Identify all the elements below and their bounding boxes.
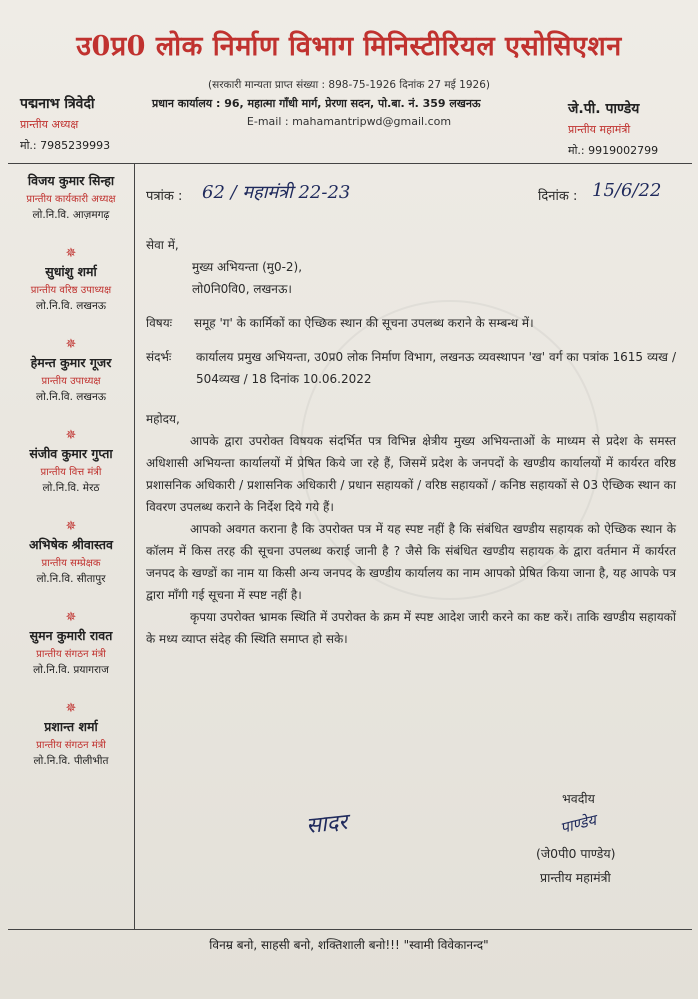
reference-text: कार्यालय प्रमुख अभियन्ता, उ0प्र0 लोक निर्माण विभाग, लखनऊ व्यवस्थापन 'ख' वर्ग का पत्रांक 1615 व्यख / 504व्यख / 18 दिनांक 10.06.2022 bbox=[196, 350, 676, 386]
footer-divider bbox=[8, 929, 692, 930]
member-role: प्रान्तीय वित्त मंत्री bbox=[40, 467, 102, 478]
date-handwritten: 15/6/22 bbox=[592, 180, 662, 201]
body-paragraph: कृपया उपरोक्त भ्रामक स्थिति में उपरोक्त के क्रम में स्पष्ट आदेश जारी करने का कष्ट करें। ताकि खण्डीय सहायकों के मध्य व्याप्त संदेह की स्थिति समाप्त हो सके। bbox=[146, 610, 676, 646]
signature: पाण्डेय bbox=[558, 810, 598, 838]
flower-separator-icon: ✵ bbox=[65, 428, 77, 443]
flower-separator-icon: ✵ bbox=[65, 701, 77, 716]
greeting: महोदय, bbox=[146, 412, 180, 426]
general-secretary-role: प्रान्तीय महामंत्री bbox=[568, 123, 631, 136]
member-name: सुमन कुमारी रावत bbox=[29, 628, 113, 643]
subject-block bbox=[146, 312, 676, 334]
footer-quote: विनम्र बनो, साहसी बनो, शक्तिशाली बनो!!! "स्वामी विवेकानन्द" bbox=[209, 938, 489, 952]
member-entry bbox=[8, 263, 134, 335]
flower-separator-icon: ✵ bbox=[65, 246, 77, 261]
subject-text: समूह 'ग' के कार्मिकों का ऐच्छिक स्थान की सूचना उपलब्ध कराने के सम्बन्ध में। bbox=[194, 316, 534, 330]
member-place: लो.नि.वि. लखनऊ bbox=[35, 300, 107, 312]
ref-number-handwritten: 62 / महामंत्री 22-23 bbox=[202, 182, 351, 203]
member-name: अभिषेक श्रीवास्तव bbox=[29, 537, 113, 552]
registration-line: (सरकारी मान्यता प्राप्त संख्या : 898-75-1926 दिनांक 27 मई 1926) bbox=[208, 79, 490, 91]
member-role: प्रान्तीय संगठन मंत्री bbox=[36, 649, 106, 660]
member-entry bbox=[8, 354, 134, 426]
ref-number-label: पत्रांक : bbox=[146, 189, 183, 204]
handwritten-note: सादर bbox=[304, 809, 349, 840]
headquarters-address: प्रधान कार्यालय : 96, महात्मा गाँधी मार्ग, प्रेरणा सदन, पो.बा. नं. 359 लखनऊ bbox=[152, 97, 481, 110]
date-label: दिनांक : bbox=[538, 189, 578, 204]
member-role: प्रान्तीय उपाध्यक्ष bbox=[41, 376, 101, 387]
member-role: प्रान्तीय संगठन मंत्री bbox=[36, 740, 106, 751]
flower-separator-icon: ✵ bbox=[65, 519, 77, 534]
letter-body bbox=[146, 182, 676, 650]
member-place: लो.नि.वि. आज़मगढ़ bbox=[32, 209, 110, 221]
member-role: प्रान्तीय सम्प्रेक्षक bbox=[41, 558, 101, 569]
member-place: लो.नि.वि. लखनऊ bbox=[35, 391, 107, 403]
member-place: लो.नि.वि. प्रयागराज bbox=[33, 664, 109, 676]
member-entry bbox=[8, 445, 134, 517]
salutation-to: सेवा में, bbox=[146, 238, 179, 252]
signer-name: (जे0पी0 पाण्डेय) bbox=[536, 846, 616, 861]
member-name: सुधांशु शर्मा bbox=[45, 264, 97, 279]
member-role: प्रान्तीय वरिष्ठ उपाध्यक्ष bbox=[30, 285, 112, 296]
subject-label: विषयः bbox=[146, 316, 173, 330]
member-entry bbox=[8, 172, 134, 244]
flower-separator-icon: ✵ bbox=[65, 337, 77, 352]
general-secretary-phone: मो.: 9919002799 bbox=[568, 144, 659, 157]
recipient-line: मुख्य अभियन्ता (मु0-2), bbox=[192, 260, 303, 274]
header-divider bbox=[8, 163, 692, 164]
general-secretary-name: जे.पी. पाण्डेय bbox=[568, 101, 640, 117]
president-phone: मो.: 7985239993 bbox=[20, 139, 111, 152]
flower-separator-icon: ✵ bbox=[65, 610, 77, 625]
member-entry bbox=[8, 718, 134, 790]
general-secretary-block bbox=[568, 99, 688, 158]
email-line: E-mail : mahamantripwd@gmail.com bbox=[246, 115, 452, 128]
organization-title: उ0प्र0 लोक निर्माण विभाग मिनिस्टीरियल एसोसिएशन bbox=[76, 31, 622, 62]
member-place: लो.नि.वि. पीलीभीत bbox=[33, 755, 109, 767]
member-name: संजीव कुमार गुप्ता bbox=[29, 446, 113, 461]
recipient-line: लो0नि0वि0, लखनऊ। bbox=[192, 282, 292, 296]
member-name: हेमन्त कुमार गूजर bbox=[30, 355, 112, 370]
president-role: प्रान्तीय अध्यक्ष bbox=[20, 118, 79, 131]
reference-date-row bbox=[146, 182, 676, 212]
body-paragraph: आपको अवगत कराना है कि उपरोक्त पत्र में यह स्पष्ट नहीं है कि संबंधित खण्डीय सहायक को ऐच्छिक स्थान के कॉलम में किस तरह की सूचना उपलब्ध कराई जानी है ? जैसे कि संबंधित खण्डीय सहायक के द्वारा वर्तमान में कार्यरत जनपद के खण्डों का नाम या किसी अन्य जनपद के खण्डीय कार्यालय का नाम आपको प्रेषित किया जाना है, यह आपके पत्र द्वारा माँगी गई सूचना में स्पष्ट नहीं है। bbox=[146, 522, 676, 602]
office-bearers-sidebar bbox=[8, 172, 134, 790]
member-role: प्रान्तीय कार्यकारी अध्यक्ष bbox=[26, 194, 116, 205]
member-name: प्रशान्त शर्मा bbox=[44, 719, 98, 734]
sidebar-divider bbox=[134, 164, 135, 929]
reference-block bbox=[146, 346, 676, 390]
body-paragraph: आपके द्वारा उपरोक्त विषयक संदर्भित पत्र विभिन्न क्षेत्रीय मुख्य अभियन्ताओं के माध्यम से प्रदेश के समस्त अधिशासी अभियन्ता कार्यालयों में प्रेषित किये जा रहे हैं, जिसमें प्रदेश के जनपदों के खण्डीय कार्यालयों में कार्यरत वरिष्ठ प्रशासनिक अधिकारी / प्रशासनिक अधिकारी / प्रधान सहायकों / वरिष्ठ सहायकों / कनिष्ठ सहायकों से 03 ऐच्छिक स्थान का विवरण उपलब्ध कराने के निर्देश दिये गये हैं। bbox=[146, 434, 676, 514]
member-entry bbox=[8, 536, 134, 608]
member-place: लो.नि.वि. मेरठ bbox=[42, 482, 100, 494]
reference-label: संदर्भः bbox=[146, 350, 172, 364]
member-name: विजय कुमार सिन्हा bbox=[27, 173, 115, 188]
valediction: भवदीय bbox=[562, 791, 595, 806]
member-place: लो.नि.वि. सीतापुर bbox=[36, 573, 106, 585]
president-name: पद्मनाभ त्रिवेदी bbox=[20, 96, 95, 112]
member-entry bbox=[8, 627, 134, 699]
president-block bbox=[20, 94, 160, 153]
signer-role: प्रान्तीय महामंत्री bbox=[540, 870, 611, 885]
